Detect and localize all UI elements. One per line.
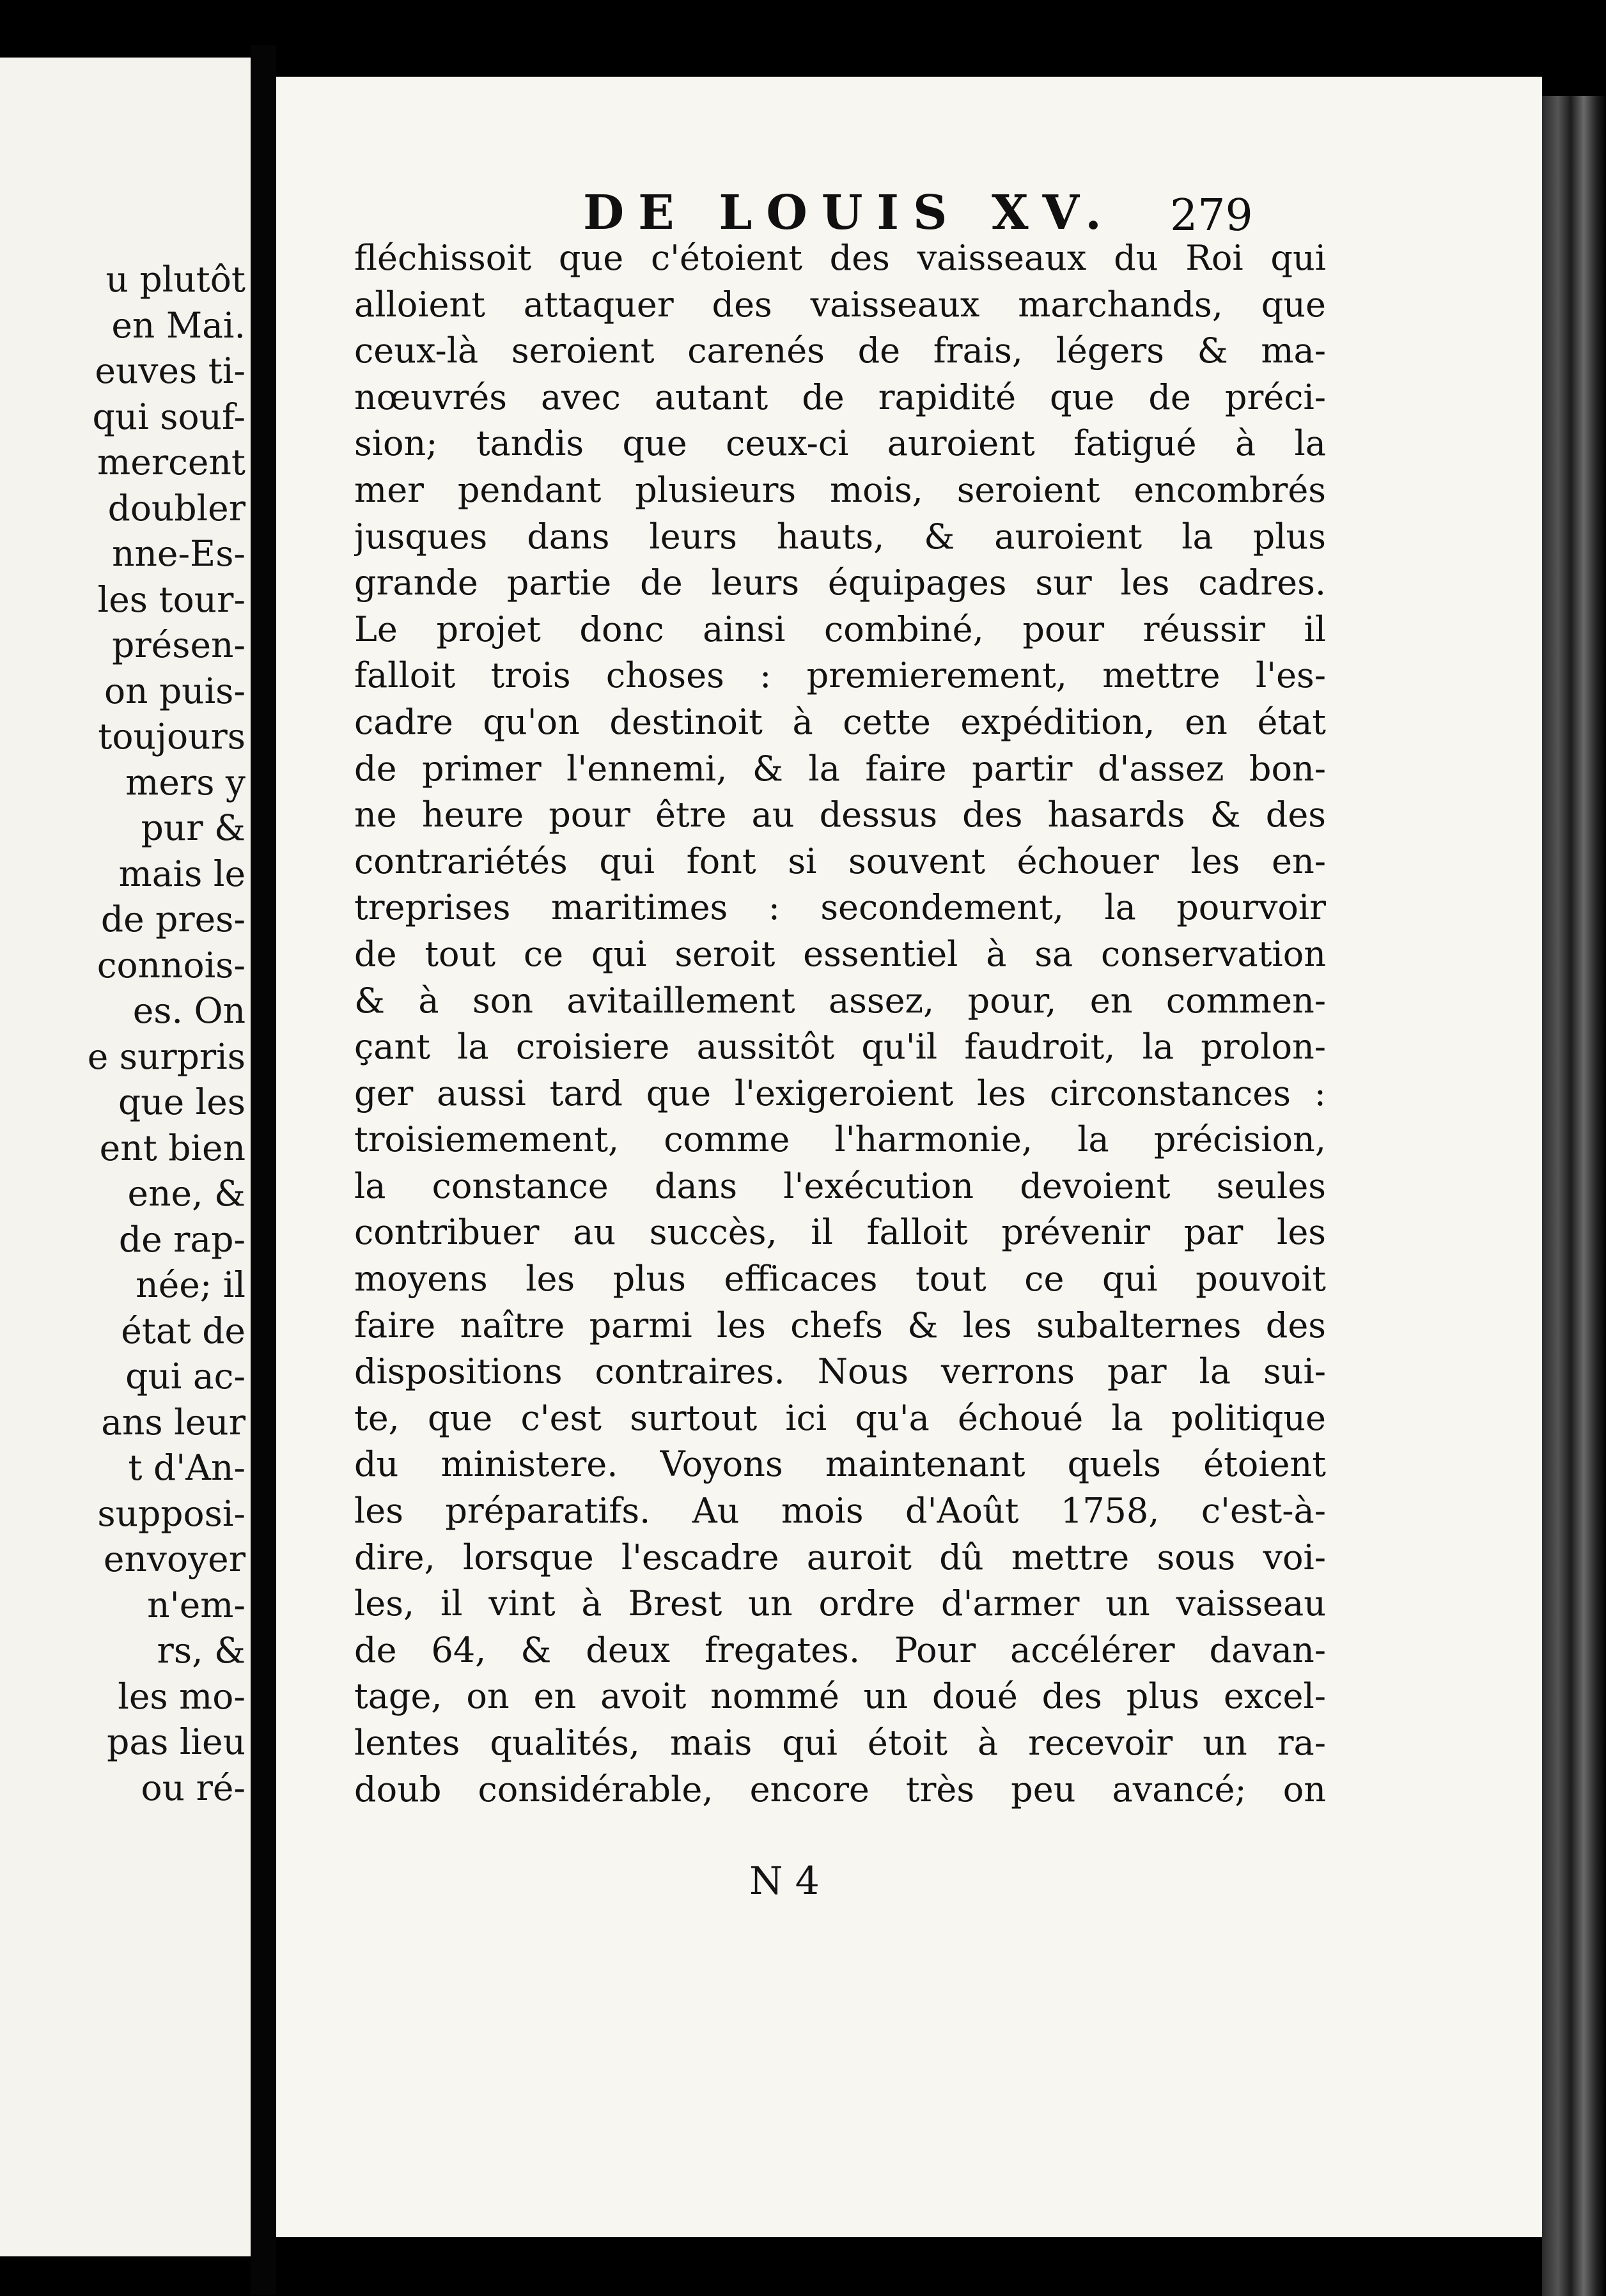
left-text-line: doubler (107, 487, 246, 529)
left-text-line: mers y (125, 761, 246, 803)
page-header (276, 185, 1542, 243)
text-line: ne heure pour être au dessus des hasards & des (354, 795, 1326, 835)
left-text-line: rs, & (157, 1630, 246, 1671)
left-page-fragment (0, 58, 251, 2256)
text-line: du ministere. Voyons maintenant quels étoient (354, 1444, 1326, 1485)
text-line: moyens les plus efficaces tout ce qui pouvoit (354, 1259, 1326, 1299)
text-line: treprises maritimes : secondement, la pourvoir (354, 887, 1326, 928)
text-line: contrariétés qui font si souvent échouer les en- (354, 841, 1326, 881)
text-line: la constance dans l'exécution devoient seules (354, 1165, 1326, 1206)
text-line: doub considérable, encore très peu avancé; on (354, 1769, 1326, 1810)
text-line: troisiemement, comme l'harmonie, la précision, (354, 1119, 1326, 1160)
left-text-line: mais le (118, 853, 246, 894)
text-line: les préparatifs. Au mois d'Août 1758, c'est-à- (354, 1491, 1326, 1532)
text-line: grande partie de leurs équipages sur les cadres. (354, 562, 1326, 603)
text-line: jusques dans leurs hauts, & auroient la plus (354, 516, 1326, 557)
left-text-line: mercent (97, 442, 246, 483)
text-line: les, il vint à Brest un ordre d'armer un vaisseau (354, 1583, 1326, 1624)
left-text-line: les mo- (118, 1675, 246, 1717)
left-text-line: connois- (97, 944, 246, 986)
left-text-line: née; il (136, 1264, 246, 1305)
text-line: cadre qu'on destinoit à cette expédition, en état (354, 701, 1326, 742)
text-line: Le projet donc ainsi combiné, pour réussir il (354, 609, 1326, 649)
text-line: alloient attaquer des vaisseaux marchands, que (354, 284, 1326, 325)
text-line: ger aussi tard que l'exigeroient les circonstances : (354, 1073, 1326, 1113)
text-line: sion; tandis que ceux-ci auroient fatigué à la (354, 423, 1326, 464)
left-text-line: pas lieu (107, 1721, 246, 1762)
text-line: çant la croisiere aussitôt qu'il faudroit, la prolon- (354, 1027, 1326, 1067)
running-title: DE LOUIS XV. (583, 185, 1116, 240)
left-text-line: ene, & (127, 1173, 246, 1214)
left-text-line: les tour- (97, 578, 246, 620)
book-gutter (251, 45, 276, 2295)
left-text-line: de pres- (100, 899, 246, 940)
left-text-line: pur & (141, 807, 246, 848)
left-text-line: es. On (132, 990, 246, 1031)
left-text-line: n'em- (147, 1584, 246, 1625)
left-text-line: qui ac- (125, 1356, 246, 1397)
left-text-line: ou ré- (141, 1767, 246, 1808)
left-text-line: e surpris (87, 1036, 246, 1077)
signature-mark: N 4 (749, 1859, 820, 1904)
left-text-line: t d'An- (128, 1447, 246, 1488)
text-line: ceux-là seroient carenés de frais, légers & ma- (354, 330, 1326, 371)
right-page (276, 77, 1542, 2237)
left-text-line: supposi- (97, 1493, 246, 1534)
left-text-line: qui souf- (92, 396, 246, 437)
left-text-line: u plutôt (105, 259, 246, 300)
text-line: te, que c'est surtout ici qu'a échoué la politique (354, 1397, 1326, 1438)
text-line: contribuer au succès, il falloit prévenir par les (354, 1212, 1326, 1253)
text-line: dispositions contraires. Nous verrons par la sui- (354, 1351, 1326, 1392)
left-text-line: présen- (112, 624, 246, 665)
text-line: de primer l'ennemi, & la faire partir d'assez bon- (354, 748, 1326, 789)
left-page-text (0, 257, 246, 1811)
text-line: de tout ce qui seroit essentiel à sa conservation (354, 933, 1326, 974)
text-line: tage, on en avoit nommé un doué des plus excel- (354, 1676, 1326, 1717)
left-text-line: toujours (98, 716, 246, 757)
text-line: de 64, & deux fregates. Pour accélérer davan- (354, 1629, 1326, 1670)
text-line: faire naître parmi les chefs & les subalternes des (354, 1305, 1326, 1346)
left-text-line: de rap- (118, 1218, 246, 1260)
left-text-line: on puis- (104, 670, 246, 711)
text-line: lentes qualités, mais qui étoit à recevoir un ra- (354, 1723, 1326, 1763)
text-line: nœuvrés avec autant de rapidité que de préci- (354, 376, 1326, 417)
text-line: mer pendant plusieurs mois, seroient encombrés (354, 469, 1326, 510)
text-line: & à son avitaillement assez, pour, en commen- (354, 980, 1326, 1021)
body-text (354, 235, 1326, 1813)
left-text-line: état de (121, 1310, 246, 1351)
text-line: falloit trois choses : premierement, mettre l'es- (354, 655, 1326, 696)
text-line: fléchissoit que c'étoient des vaisseaux du Roi qui (354, 238, 1326, 278)
left-text-line: en Mai. (111, 304, 246, 346)
text-line: dire, lorsque l'escadre auroit dû mettre sous voi- (354, 1537, 1326, 1578)
left-text-line: euves ti- (95, 350, 246, 391)
left-text-line: nne-Es- (112, 533, 246, 574)
page-edges (1542, 96, 1606, 2296)
left-text-line: envoyer (103, 1539, 246, 1579)
left-text-line: ans leur (101, 1401, 246, 1443)
left-text-line: ent bien (99, 1127, 246, 1168)
left-text-line: que les (118, 1082, 246, 1122)
page-number: 279 (1170, 190, 1253, 241)
